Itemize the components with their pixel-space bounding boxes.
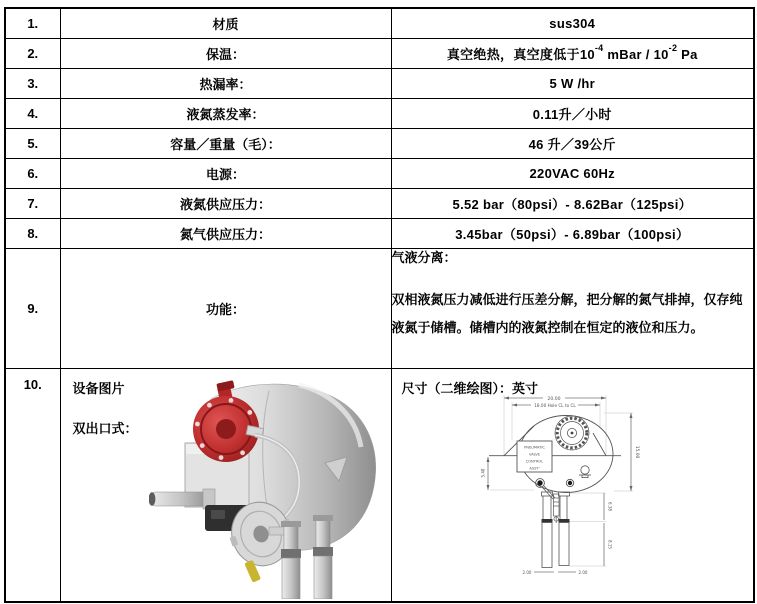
row-number-text: 10.: [23, 376, 42, 392]
relief-valve-symbol: [579, 465, 591, 477]
dimension-drawing: [454, 383, 754, 597]
photo-cell-subtitle: 双出口式：: [72, 420, 138, 436]
valve-box-line4: ASSY': [528, 466, 540, 470]
row-label: 液氮供应压力：: [60, 188, 391, 218]
row-value: 46 升／39公斤: [391, 128, 754, 158]
row-label: 氮气供应压力：: [60, 218, 391, 248]
row-value: 5 W /hr: [391, 68, 754, 98]
valve-box-line3: CONTROL: [525, 459, 543, 463]
row-label: 材质: [60, 8, 391, 38]
row-label: 功能：: [60, 248, 391, 368]
dim-bottom-right-label: 2.00: [578, 569, 587, 575]
function-description: 双相液氮压力减低进行压差分解，把分解的氮气排掉，仅存纯液氮于储槽。储槽内的液氮控制在恒定的液位和压力。: [391, 291, 743, 335]
row-value: [391, 248, 754, 368]
row-label: 容量／重量（毛）：: [60, 128, 391, 158]
equipment-photo: [149, 377, 381, 599]
dimension-arrows: [486, 396, 632, 491]
photo-cell-title: 设备图片: [72, 380, 125, 396]
row-value: [391, 38, 754, 68]
dim-top-label: 20.00: [546, 396, 561, 402]
row-label: 热漏率：: [60, 68, 391, 98]
spec-sheet: [4, 7, 755, 603]
table-row: [5, 98, 754, 128]
table-row: [5, 128, 754, 158]
value-text: 真空绝热，真空度低于10: [446, 46, 595, 62]
dim-leg-lower-label: 8.15: [607, 539, 612, 549]
table-row: [5, 68, 754, 98]
valve-box-line1: PNEUMATIC: [523, 445, 545, 449]
table-row-media: [5, 368, 754, 602]
table-row: [5, 188, 754, 218]
row-number: 2.: [5, 38, 60, 68]
table-row: [5, 8, 754, 38]
row-value: 5.52 bar（80psi）- 8.62Bar（125psi）: [391, 188, 754, 218]
row-value: 0.11升／小时: [391, 98, 754, 128]
function-title: 气液分离：: [391, 249, 457, 265]
row-value: 220VAC 60Hz: [391, 158, 754, 188]
bottom-ports: [535, 478, 573, 487]
row-label: 液氮蒸发率：: [60, 98, 391, 128]
row-number: 6.: [5, 158, 60, 188]
row-number: 7.: [5, 188, 60, 218]
spec-table: [4, 7, 755, 603]
row-number: 4.: [5, 98, 60, 128]
photo-cell: [60, 368, 391, 602]
row-number: 9.: [5, 248, 60, 368]
drawing-title: 尺寸（二维绘图）：英寸: [401, 380, 539, 396]
row-number: 5.: [5, 128, 60, 158]
leg-tubes: [541, 492, 569, 568]
value-text: Pa: [677, 46, 698, 62]
row-label: 保温：: [60, 38, 391, 68]
left-outlet-tube: [149, 489, 215, 509]
exponent: -4: [594, 43, 604, 54]
table-row: [5, 158, 754, 188]
row-number: 8.: [5, 218, 60, 248]
row-number: 3.: [5, 68, 60, 98]
row-number: 1.: [5, 8, 60, 38]
dim-bottom-left-label: 2.00: [522, 569, 531, 575]
tank-end-view: [489, 415, 621, 492]
row-number: [5, 368, 60, 602]
dim-width-label: 18.00 Hole CL to CL: [533, 402, 576, 408]
dim-leg-upper-label: 6.38: [607, 501, 612, 511]
table-row: [5, 218, 754, 248]
handwheel-dial: [555, 416, 589, 450]
drawing-cell: [391, 368, 754, 602]
row-value: sus304: [391, 8, 754, 38]
exponent: -2: [668, 43, 678, 54]
dim-left-label: 5.48: [480, 468, 485, 477]
row-value: 3.45bar（50psi）- 6.89bar（100psi）: [391, 218, 754, 248]
table-row: [5, 38, 754, 68]
dim-right-label: 15.00: [633, 445, 639, 458]
value-text: mBar / 10: [603, 46, 669, 62]
valve-box-line2: VALVE: [528, 452, 540, 456]
pneumatic-valve-box: [517, 441, 552, 472]
row-label: 电源：: [60, 158, 391, 188]
table-row-function: [5, 248, 754, 368]
